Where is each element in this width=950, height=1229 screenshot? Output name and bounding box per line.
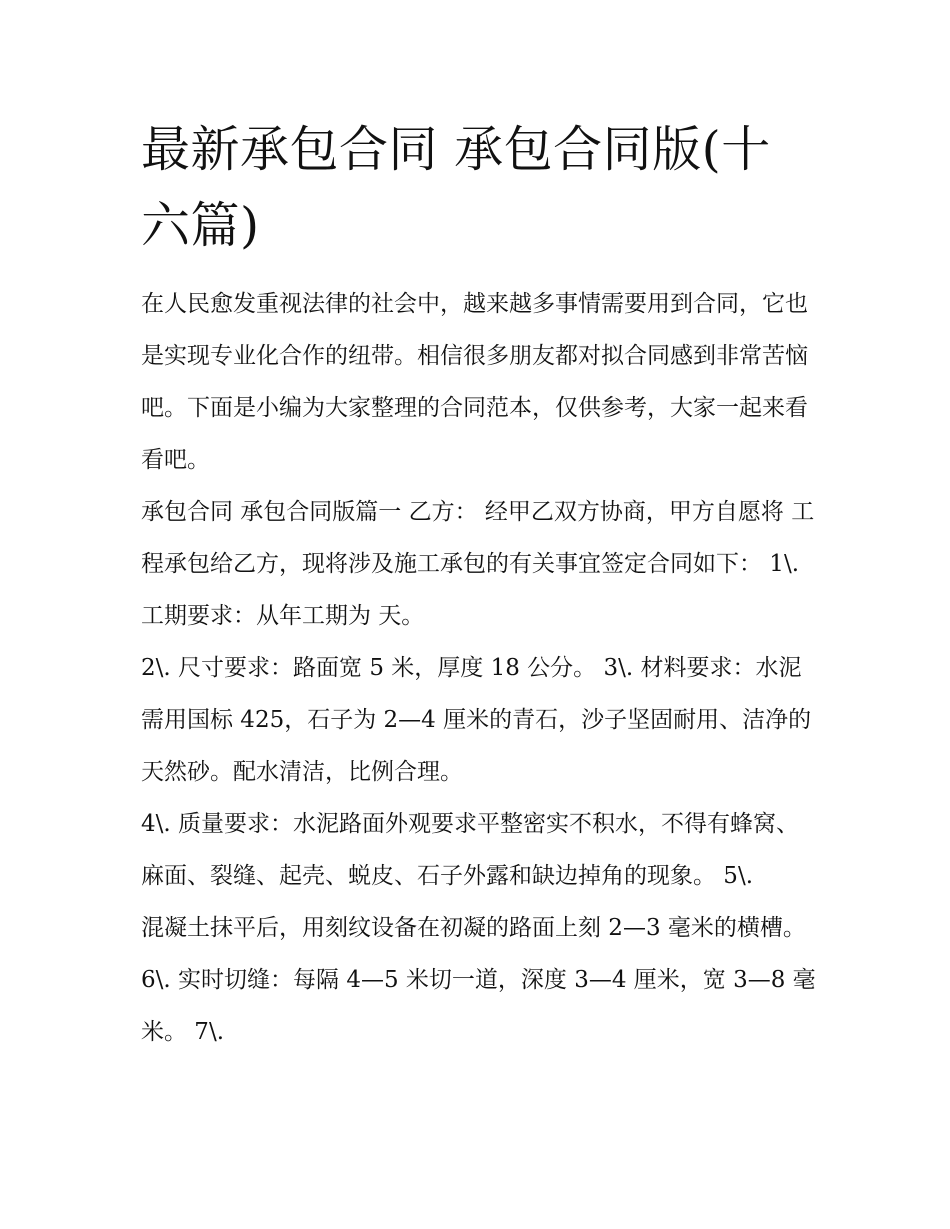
document-title: 最新承包合同 承包合同版(十六篇): [141, 121, 771, 254]
paragraph-concrete: 混凝土抹平后，用刻纹设备在初凝的路面上刻 2—3 毫米的横槽。 6\. 实时切缝：每隔 4—5 米切一道，深度 3—4 厘米，宽 3—8 毫米。 7\.: [141, 915, 816, 1045]
document-page: [141, 112, 816, 1058]
paragraph-intro: 在人民愈发重视法律的社会中，越来越多事情需要用到合同，它也是实现专业化合作的纽带。相信很多朋友都对拟合同感到非常苦恼吧。下面是小编为大家整理的合同范本，仅供参考，大家一起来看看吧。: [141, 291, 808, 473]
paragraph-quality: 4\. 质量要求：水泥路面外观要求平整密实不积水，不得有蜂窝、麻面、裂缝、起壳、蜕皮、石子外露和缺边掉角的现象。 5\.: [141, 811, 800, 889]
paragraph-size-material: 2\. 尺寸要求：路面宽 5 米，厚度 18 公分。 3\. 材料要求：水泥需用国标 425，石子为 2—4 厘米的青石，沙子坚固耐用、洁净的天然砂。配水清洁，比例合理。: [141, 655, 812, 785]
document-body: [141, 278, 816, 1058]
paragraph-contract-opening: 承包合同 承包合同版篇一 乙方： 经甲乙双方协商，甲方自愿将 工程承包给乙方，现将涉及施工承包的有关事宜签定合同如下： 1\. 工期要求：从年工期为 天。: [141, 499, 815, 629]
